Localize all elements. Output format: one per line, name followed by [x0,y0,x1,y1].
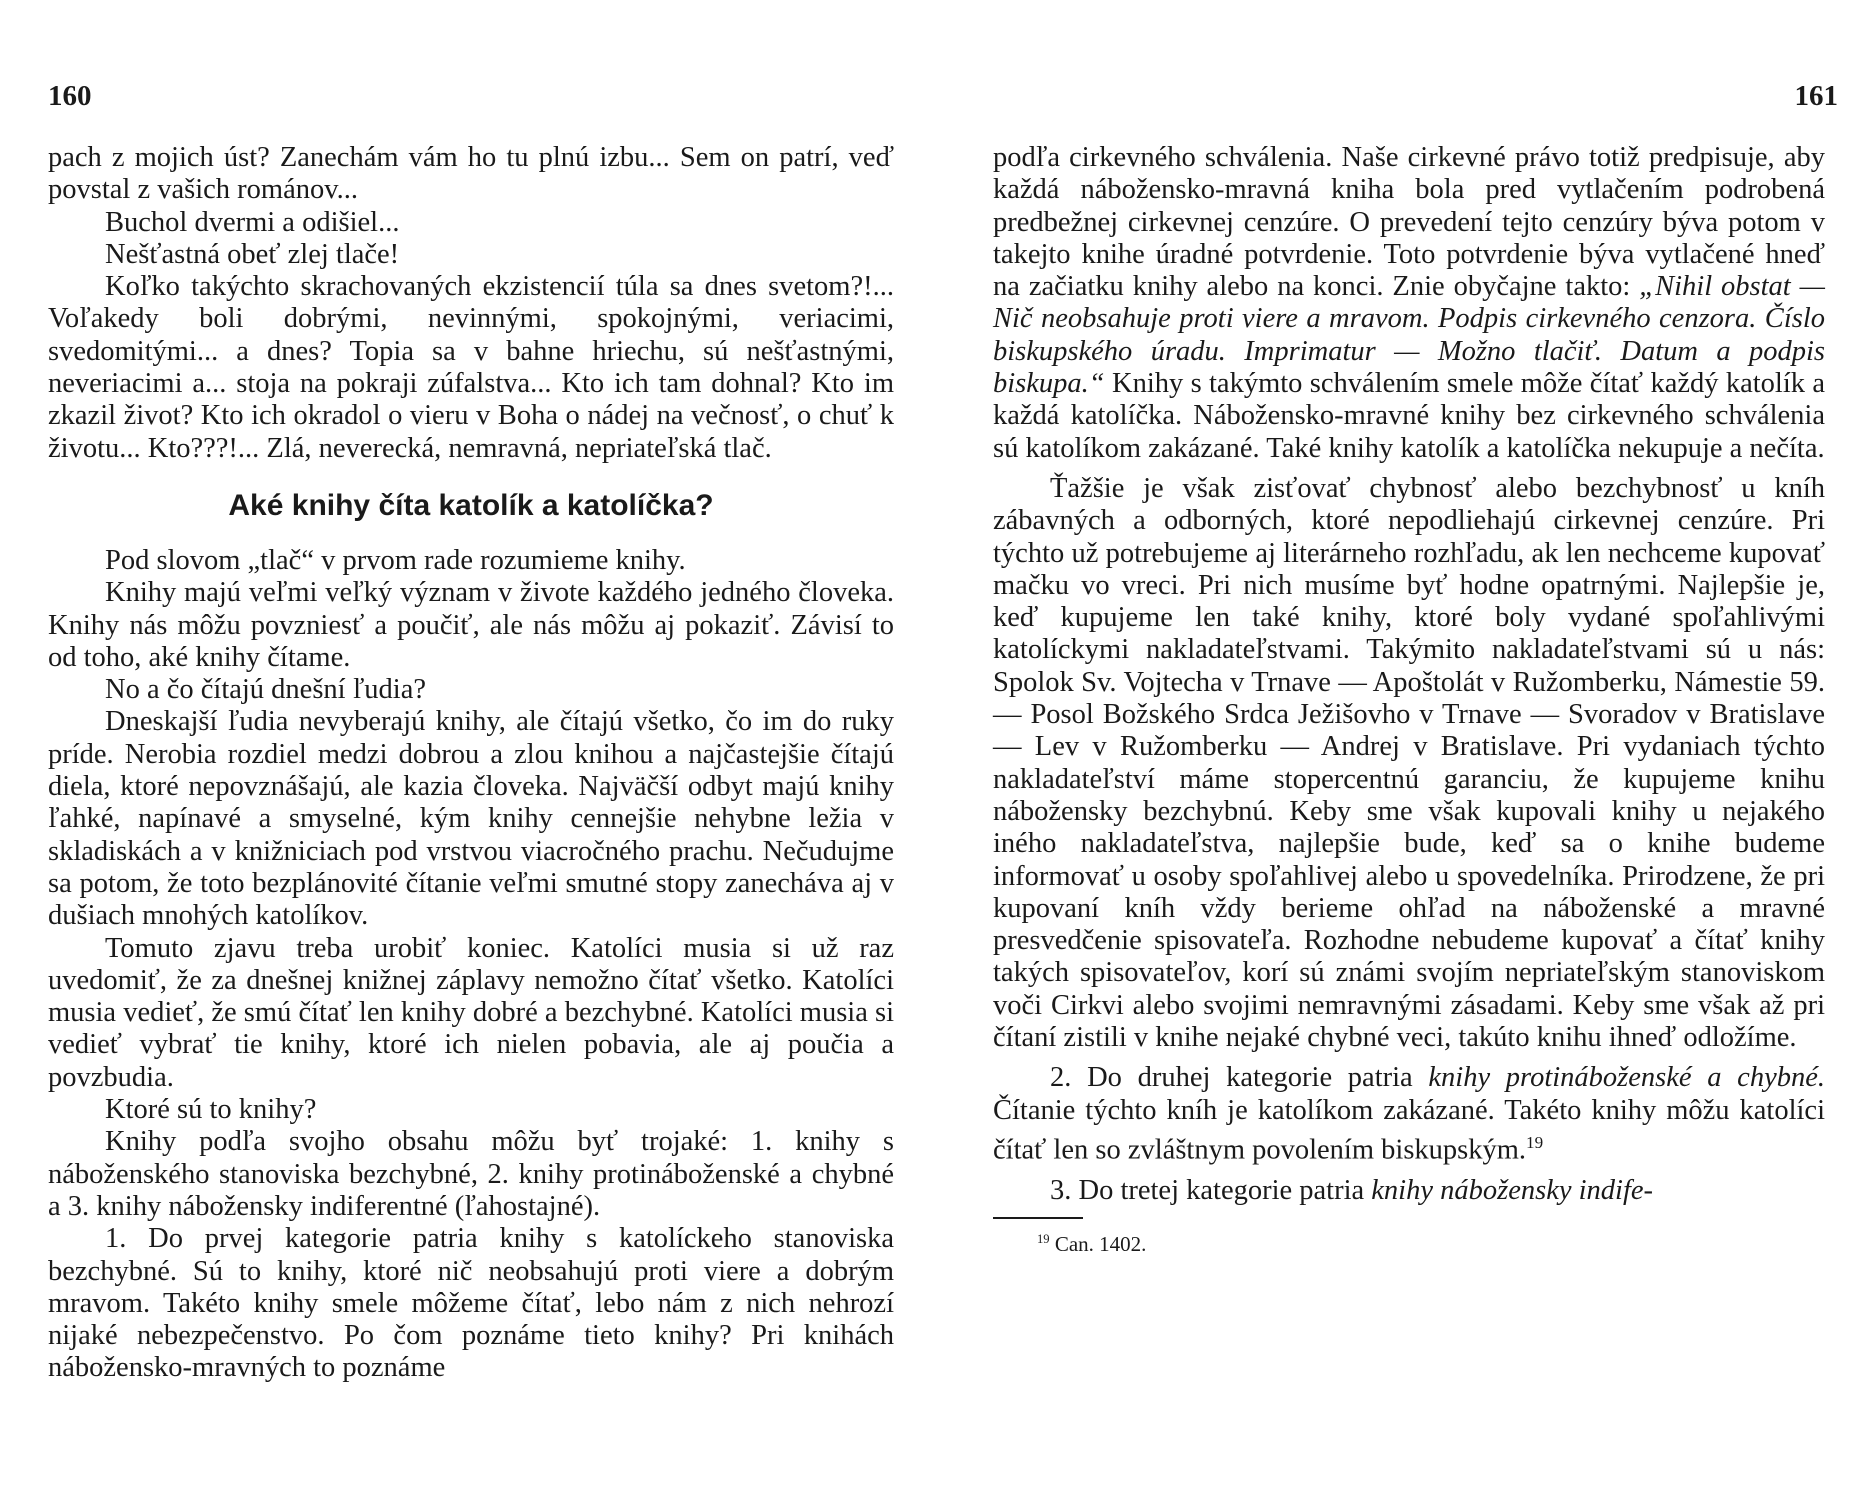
paragraph: Nešťastná obeť zlej tlače! [105,238,400,270]
right-page [931,0,1862,1500]
italic-text: „Nihil obstat — Nič neobsahuje proti viere a mravom. Podpis cirkevného cenzora. Číslo biskupského úradu. Imprimatur — Možno tlačiť. Datum a podpis biskupa.“ [993,271,1826,400]
paragraph: Tomuto zjavu treba urobiť koniec. Katolíci musia si už raz uvedomiť, že za dnešnej knižnej záplavy nemožno čítať všetko. Katolíci musia vedieť, že smú čítať len knihy dobré a bezchybné. Katolíci musia si vedieť vybrať tie knihy, ktoré ich nielen pobavia, ale aj poučia a povzbudia. [48,932,894,1093]
paragraph: Ktoré sú to knihy? [105,1094,317,1126]
paragraph: Knihy majú veľmi veľký význam v živote každého jedného človeka. Knihy nás môžu povzniesť a poučiť, ale nás môžu aj pokaziť. Závisí to od toho, aké knihy čítame. [48,577,894,673]
paragraph: Knihy podľa svojho obsahu môžu byť trojaké: 1. knihy s náboženského stanoviska bezchybné, 2. knihy protináboženské a chybné a 3. knihy nábožensky indiferentné (ľahostajné). [48,1126,894,1222]
text-run: Knihy s takýmto schválením smele môže čítať každý katolík a každá katolíčka. Nábožensko-mravné knihy bez cirkevného schválenia sú katolíkom zakázané. Také knihy katolík a katolíčka nekupuje a nečíta. [993,368,1825,464]
text-run: 3. Do tretej kategorie patria [1050,1174,1372,1206]
left-text-column [48,142,894,1385]
text-run: podľa cirkevného schválenia. Naše cirkevné právo totiž predpisuje, aby každá nábožensko-mravná kniha bola pred vytlačením podrobená predbežnej cirkevnej cenzúre. O prevedení tejto cenzúry býva potom v takejto knihe úradné potvrdenie. Toto potvrdenie býva vytlačené hneď na začiatku knihy alebo na konci. Znie obyčajne takto: [993,142,1825,303]
italic-text: knihy nábožensky indife- [1371,1174,1654,1206]
page-number-left: 160 [48,80,92,112]
paragraph: pach z mojich úst? Zanechám vám ho tu plnú izbu... Sem on patrí, veď povstal z vašich románov... [48,142,894,206]
paragraph: Ťažšie je však zisťovať chybnosť alebo bezchybnosť u kníh zábavných a odborných, ktoré nepodliehajú cirkevnej cenzúre. Pri týchto už potrebujeme aj literárneho rozhľadu, ak len nechceme kupovať mačku vo vreci. Pri nich musíme byť hodne opatrnými. Najlepšie je, keď kupujeme len také knihy, ktoré boly vydané spoľahlivými katolíckymi nakladateľstvami. Takýmito nakladateľstvami sú u nás: Spolok Sv. Vojtecha v Trnave — Apoštolát v Ružomberku, Námestie 59. — Posol Božského Srdca Ježišovho v Trnave — Svoradov v Bratislave — Lev v Ružomberku — Andrej v Bratislave. Pri vydaniach týchto nakladateľství máme stopercentnú garanciu, že kupujeme knihu nábožensky bezchybnú. Keby sme však kupovali knihy u nejakého iného nakladateľstva, najlepšie bude, keď sa o knihe budeme informovať u osoby spoľahlivej alebo u spovedelníka. Prirodzene, že pri kupovaní kníh vždy berieme ohľad na náboženské a mravné presvedčenie spisovateľa. Rozhodne nebudeme kupovať a čítať knihy takých spisovateľov, korí sú známi svojím nepriateľským stanoviskom voči Cirkvi alebo svojimi nemravnými zásadami. Keby sme však až pri čítaní zistili v knihe nejaké chybné veci, takúto knihu ihneď odložíme. [993,472,1825,1054]
footnote-mark: 19 [1037,1232,1050,1246]
paragraph: Pod slovom „tlač“ v prvom rade rozumieme knihy. [105,544,686,576]
footnote-reference: 19 [1526,1132,1544,1152]
paragraph: Buchol dvermi a odišiel... [105,206,400,238]
italic-text: knihy protináboženské a chybné. [1428,1062,1825,1094]
paragraph: No a čo čítajú dnešní ľudia? [105,674,427,706]
footnote-text: Can. 1402. [1054,1232,1147,1256]
footnote-divider [993,1217,1083,1219]
paragraph: 1. Do prvej kategorie patria knihy s katolíckeho stanoviska bezchybné. Sú to knihy, ktoré nič neobsahujú proti viere a dobrým mravom. Takéto knihy smele môžeme čítať, lebo nám z nich nehrozí nijaké nebezpečenstvo. Po čom poznáme tieto knihy? Pri knihách nábožensko-mravných to poznáme [48,1223,894,1384]
text-run: Čítanie týchto kníh je katolíkom zakázané. Takéto knihy môžu katolíci čítať len so zvláštnym povolením biskupským. [993,1094,1825,1166]
section-heading: Aké knihy číta katolík a katolíčka? [228,488,714,522]
paragraph [993,142,1825,465]
right-text-column [993,142,1825,1256]
footnote [993,1227,1825,1256]
paragraph: Koľko takýchto skrachovaných ekzistencií túla sa dnes svetom?!... Voľakedy boli dobrými, nevinnými, spokojnými, veriacimi, svedomitými... a dnes? Topia sa v bahne hriechu, sú nešťastnými, neveriacimi a... stoja na pokraji zúfalstva... Kto ich tam dohnal? Kto im zkazil život? Kto ich okradol o vieru v Boha o nádej na večnosť, o chuť k životu... Kto???!... Zlá, neverecká, nemravná, nepriateľská tlač. [48,271,894,464]
text-run: 2. Do druhej kategorie patria [1050,1062,1429,1094]
paragraph [993,1062,1825,1166]
paragraph [993,1175,1825,1207]
paragraph: Dneskajší ľudia nevyberajú knihy, ale čítajú všetko, čo im do ruky príde. Nerobia rozdiel medzi dobrou a zlou knihou a najčastejšie čítajú diela, ktoré nepovznášajú, ale kazia človeka. Najväčší odbyt majú knihy ľahké, napínavé a smyselné, kým knihy cennejšie nehybne ležia v skladiskách a v knižniciach pod vrstvou viacročného prachu. Nečudujme sa potom, že toto bezplánovité čítanie veľmi smutné stopy zanecháva aj v dušiach mnohých katolíkov. [48,706,894,932]
page-number-right: 161 [1794,80,1838,112]
